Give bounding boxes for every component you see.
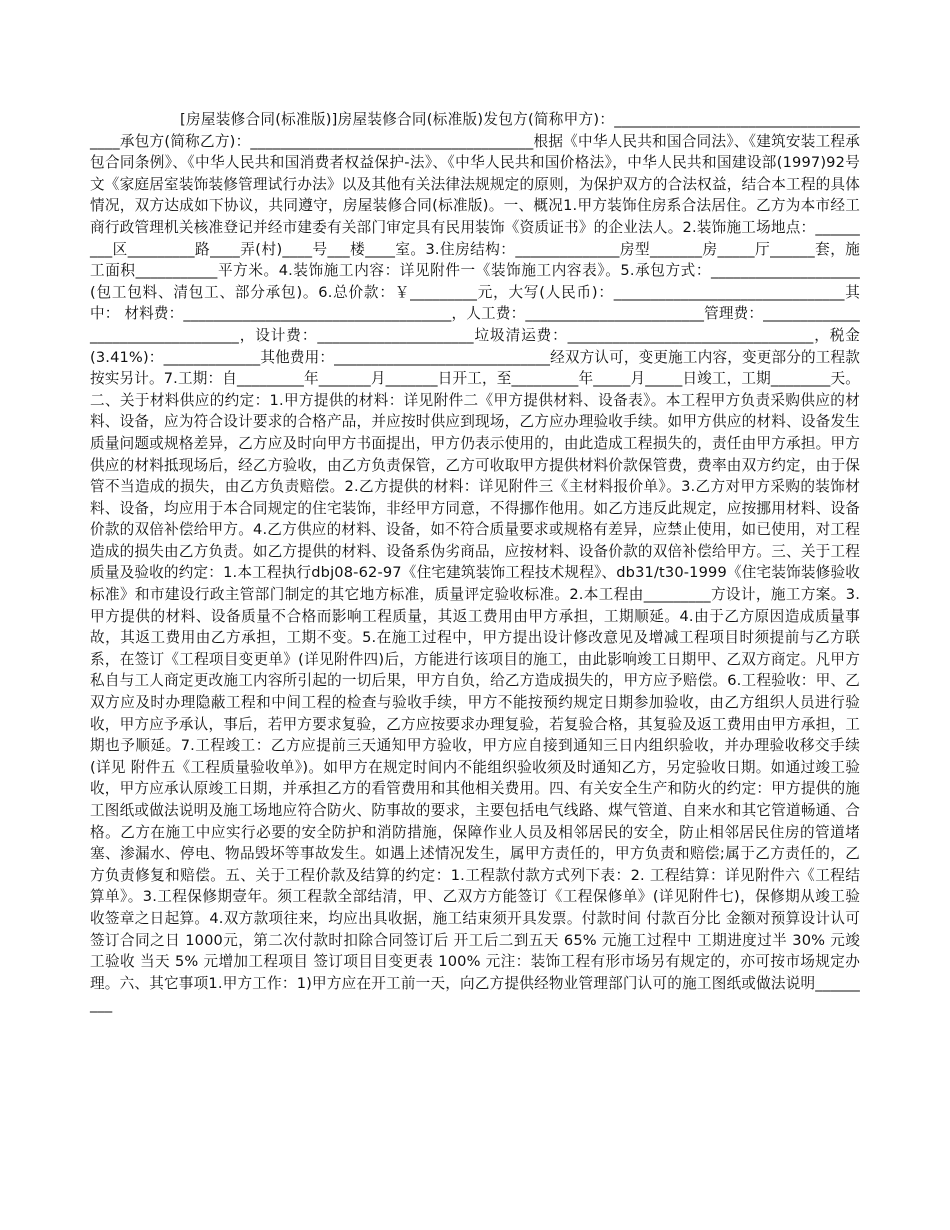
contract-body-text: [房屋装修合同(标准版)]房屋装修合同(标准版)发包方(简称甲方)：_____________________________________承包方(简称乙方)：______________________________________根据《中华人民共和国合同法》、《建筑安装工程承包合同条例》、《中华人民共和国消费者权益保护-法》、《中华人民共和国价格法》，中华人民共和国建设部(1997)92号文《家庭居室装饰装修管理试行办法》以及其他有关法律法规规定的原则，为保护双方的合法权益，结合本工程的具体情况，双方达成如下协议，共同遵守，房屋装修合同(标准版)。一、概况1.甲方装饰住房系合法居住。乙方为本市经工商行政管理机关核准登记并经市建委有关部门审定具有民用装饰《资质证书》的企业法人。2.装饰施工场地点：_________区_________路____弄(村)____号___楼____室。3.住房结构：______________房型_______房_____厅______套，施工面积___________平方米。4.装饰施工内容：详见附件一《装饰施工内容表》。5.承包方式：____________________(包工包料、清包工、部分承包)。6.总价款：￥_________元，大写(人民币)：_______________________________其中： 材料费：____________________________________，人工费：________________________管理费：_________________________________，设计费：_____________________垃圾清运费：_________________________________，税金(3.41%)：_____________其他费用：_____________________________经双方认可，变更施工内容，变更部分的工程款按实另计。7.工期：自_________年_______月_______日开工，至_________年_____月_____日竣工，工期________天。二、关于材料供应的约定：1.甲方提供的材料：详见附件二《甲方提供材料、设备表》。本工程甲方负责采购供应的材料、设备，应为符合设计要求的合格产品，并应按时供应到现场，乙方应办理验收手续。如甲方供应的材料、设备发生质量问题或规格差异，乙方应及时向甲方书面提出，甲方仍表示使用的，由此造成工程损失的，责任由甲方承担。甲方供应的材料抵现场后，经乙方验收，由乙方负责保管，乙方可收取甲方提供材料价款保管费，费率由双方约定，由于保管不当造成的损失，由乙方负责赔偿。2.乙方提供的材料：详见附件三《主材料报价单》。3.乙方对甲方采购的装饰材料、设备，均应用于本合同规定的住宅装饰，非经甲方同意，不得挪作他用。如乙方违反此规定，应按挪用材料、设备价款的双倍补偿给甲方。4.乙方供应的材料、设备，如不符合质量要求或规格有差异，应禁止使用，如已使用，对工程造成的损失由乙方负责。如乙方提供的材料、设备系伪劣商品，应按材料、设备价款的双倍补偿给甲方。三、关于工程质量及验收的约定：1.本工程执行dbj08-62-97《住宅建筑装饰工程技术规程》、db31/t30-1999《住宅装饰装修验收标准》和市建设行政主管部门制定的其它地方标准，质量评定验收标准。2.本工程由_________方设计，施工方案。3.甲方提供的材料、设备质量不合格而影响工程质量，其返工费用由甲方承担，工期顺延。4.由于乙方原因造成质量事故，其返工费用由乙方承担，工期不变。5.在施工过程中，甲方提出设计修改意见及增减工程项目时须提前与乙方联系，在签订《工程项目变更单》(详见附件四)后，方能进行该项目的施工，由此影响竣工日期甲、乙双方商定。凡甲方私自与工人商定更改施工内容所引起的一切后果，甲方自负，给乙方造成损失的，甲方应予赔偿。6.工程验收：甲、乙双方应及时办理隐蔽工程和中间工程的检查与验收手续，甲方不能按预约规定日期参加验收，由乙方组织人员进行验收，甲方应予承认，事后，若甲方要求复验，乙方应按要求办理复验，若复验合格，其复验及返工费用由甲方承担，工期也予顺延。7.工程竣工：乙方应提前三天通知甲方验收，甲方应自接到通知三日内组织验收，并办理验收移交手续(详见 附件五《工程质量验收单》)。如甲方在规定时间内不能组织验收须及时通知乙方，另定验收日期。如通过竣工验收，甲方应承认原竣工日期，并承担乙方的看管费用和其他相关费用。四、有关安全生产和防火的约定：甲方提供的施工图纸或做法说明及施工场地应符合防火、防事故的要求，主要包括电气线路、煤气管道、自来水和其它管道畅通、合格。乙方在施工中应实行必要的安全防护和消防措施，保障作业人员及相邻居民的安全，防止相邻居民住房的管道堵塞、渗漏水、停电、物品毁坏等事故发生。如遇上述情况发生，属甲方责任的，甲方负责和赔偿;属于乙方责任的，乙方负责修复和赔偿。五、关于工程价款及结算的约定：1.工程款付款方式列下表：2. 工程结算：详见附件六《工程结算单》。3.工程保修期壹年。须工程款全部结清，甲、乙双方方能签订《工程保修单》(详见附件七)，保修期从竣工验收签章之日起算。4.双方款项往来，均应出具收据，施工结束须开具发票。付款时间 付款百分比 金额对预算设计认可 签订合同之日 1000元，第二次付款时扣除合同签订后 开工后二到五天 65% 元施工过程中 工期进度过半 30% 元竣工验收 当天 5% 元增加工程项目 签订项目目变更表 100% 元注：装饰工程有形市场另有规定的，亦可按市场规定办理。六、其它事项1.甲方工作：1)甲方应在开工前一天，向乙方提供经物业管理部门认可的施工图纸或做法说明_________ [90,111,860,1014]
